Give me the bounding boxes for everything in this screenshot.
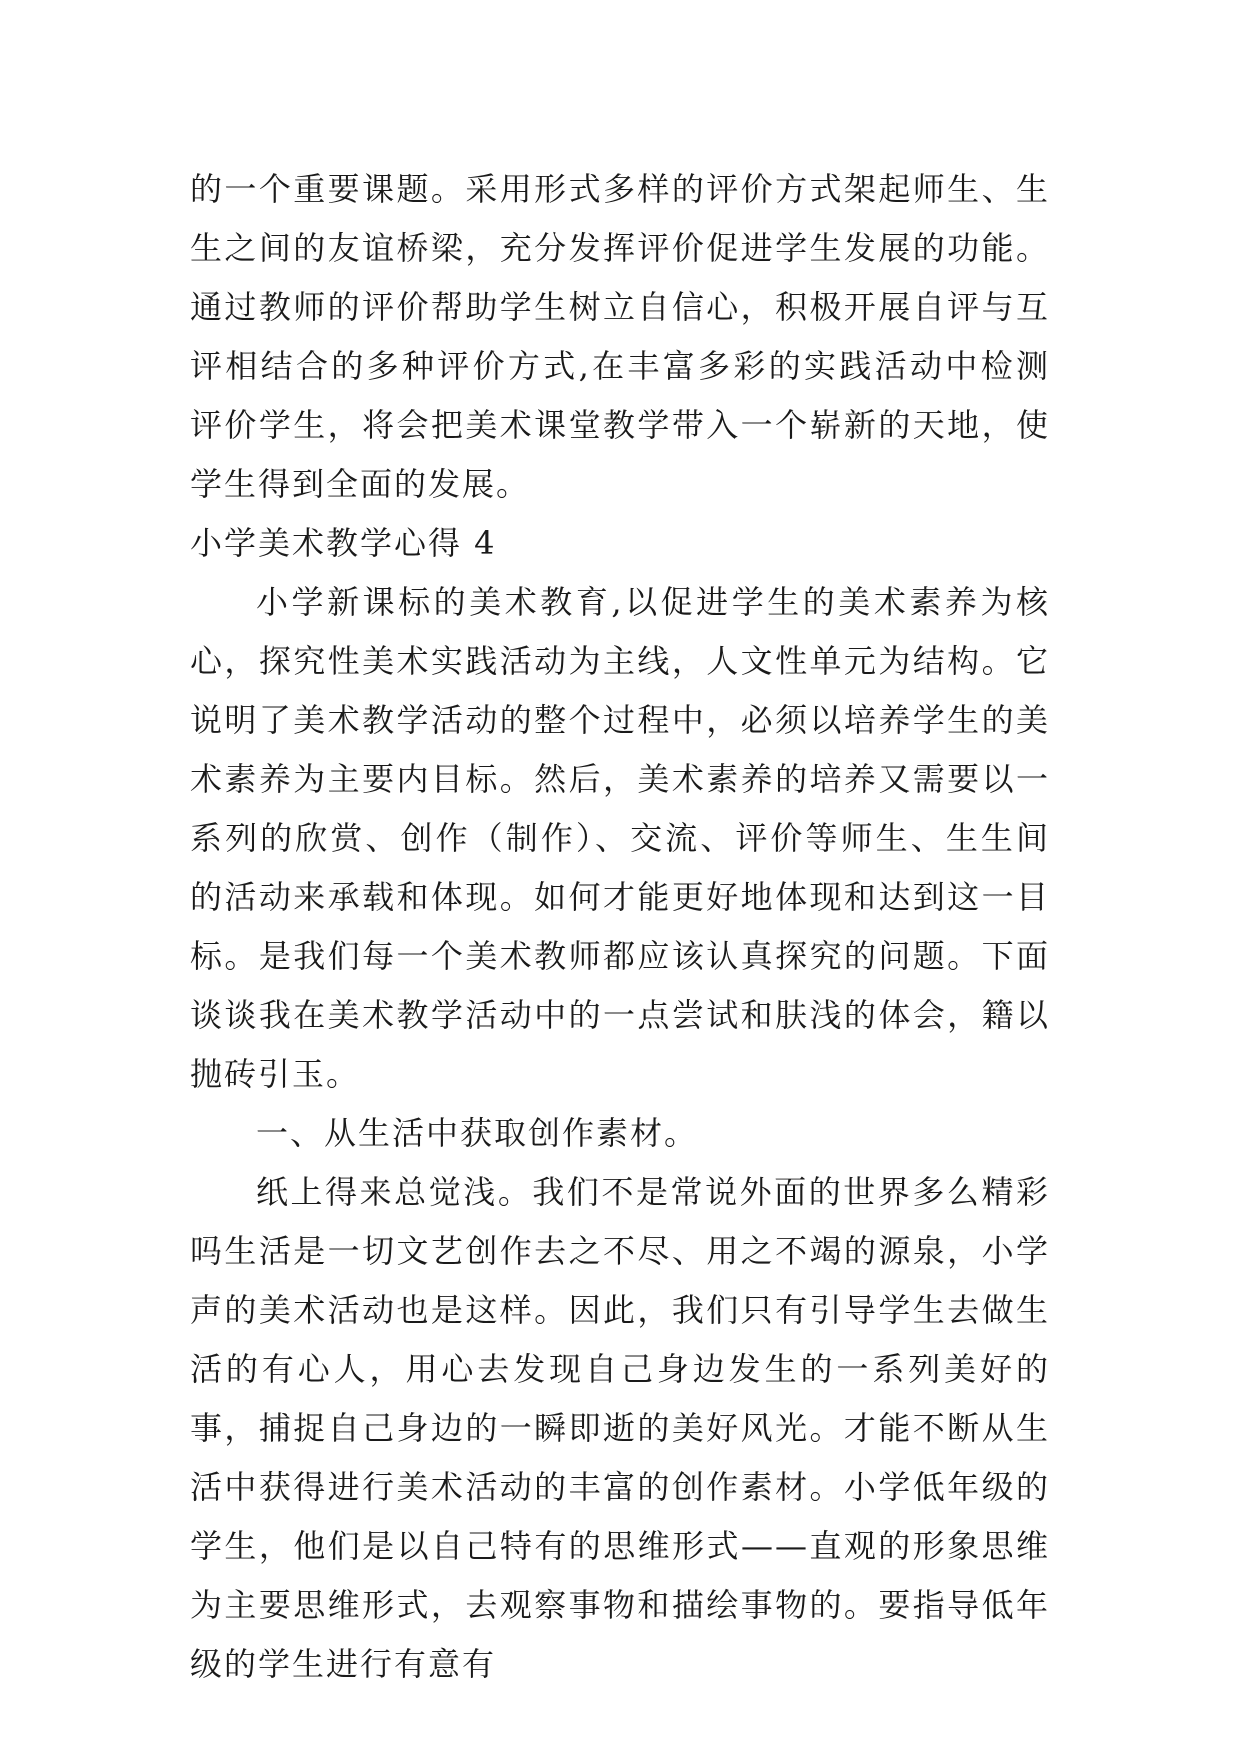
paragraph-intro: 小学新课标的美术教育,以促进学生的美术素养为核心，探究性美术实践活动为主线，人文性单元为结构。它说明了美术教学活动的整个过程中，必须以培养学生的美术素养为主要内目标。然后，美术素养的培养又需要以一系列的欣赏、创作（制作）、交流、评价等师生、生生间的活动来承载和体现。如何才能更好地体现和达到这一目标。是我们每一个美术教师都应该认真探究的问题。下面谈谈我在美术教学活动中的一点尝试和肤浅的体会，籍以抛砖引玉。 [190,583,1050,1093]
document-body [190,160,1050,1694]
paragraph-body: 纸上得来总觉浅。我们不是常说外面的世界多么精彩吗生活是一切文艺创作去之不尽、用之不竭的源泉，小学声的美术活动也是这样。因此，我们只有引导学生去做生活的有心人，用心去发现自己身边发生的一系列美好的事，捕捉自己身边的一瞬即逝的美好风光。才能不断从生活中获得进行美术活动的丰富的创作素材。小学低年级的学生，他们是以自己特有的思维形式——直观的形象思维为主要思维形式，去观察事物和描绘事物的。要指导低年级的学生进行有意有 [190,1173,1050,1683]
subsection-heading: 一、从生活中获取创作素材。 [256,1114,699,1152]
section-heading: 小学美术教学心得 4 [190,524,497,562]
paragraph-continued: 的一个重要课题。采用形式多样的评价方式架起师生、生生之间的友谊桥梁，充分发挥评价促进学生发展的功能。通过教师的评价帮助学生树立自信心，积极开展自评与互评相结合的多种评价方式,在丰富多彩的实践活动中检测评价学生，将会把美术课堂教学带入一个崭新的天地，使学生得到全面的发展。 [190,170,1050,503]
